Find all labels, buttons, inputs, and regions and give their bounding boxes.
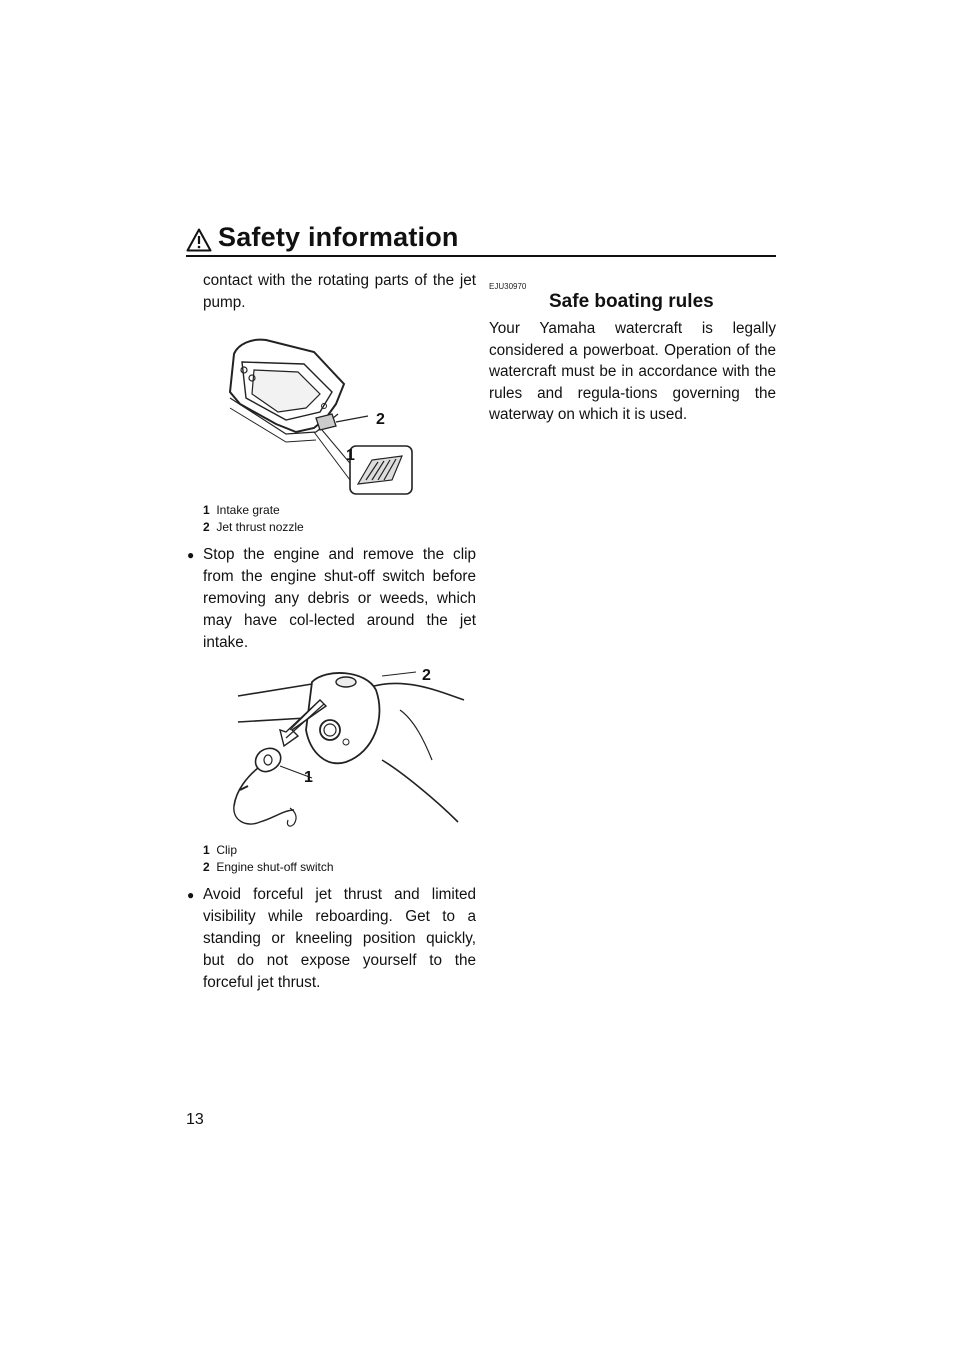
figure-caption (203, 502, 476, 536)
caption-row (203, 842, 476, 859)
caption-number: 1 (203, 843, 210, 857)
figure-engine-shutoff (186, 660, 476, 876)
caption-text: Jet thrust nozzle (216, 520, 304, 534)
caption-text: Clip (216, 843, 238, 857)
section-heading: Safe boating rules (549, 291, 714, 312)
bullet-dot-icon: ● (187, 548, 195, 562)
caption-number: 2 (203, 860, 210, 874)
bullet-dot-icon: ● (187, 888, 195, 902)
callout-1: 1 (304, 769, 313, 786)
right-column (489, 270, 776, 426)
callout-2: 2 (422, 667, 431, 684)
page-number: 13 (186, 1111, 204, 1128)
left-column (186, 270, 476, 994)
engine-shutoff-illustration (186, 660, 476, 842)
bullet-item (186, 884, 476, 994)
caption-number: 1 (203, 503, 210, 517)
page-title: Safety information (218, 222, 459, 252)
figure-caption (203, 842, 476, 876)
caption-row (203, 519, 476, 536)
figure-intake-grate (186, 322, 476, 536)
section-body: Your Yamaha watercraft is legally considered a powerboat. Operation of the watercraft must be in accordance with the rules and regula-tions governing the waterway on which it is used. (489, 320, 776, 424)
header-divider (186, 255, 776, 257)
intake-grate-illustration (186, 322, 476, 502)
bullet-text: Avoid forceful jet thrust and limited visibility while reboarding. Get to a standing or kneeling position quickly, but do not expose yourself to the forceful jet thrust. (203, 886, 476, 991)
callout-2: 2 (376, 411, 385, 428)
caption-text: Engine shut-off switch (216, 860, 334, 874)
bullet-text: Stop the engine and remove the clip from the engine shut-off switch before removing any debris or weeds, which may have col-lected around the jet intake. (203, 546, 476, 651)
page-header (186, 222, 776, 256)
callout-1: 1 (346, 447, 355, 464)
continuation-text: contact with the rotating parts of the jet pump. (203, 272, 476, 311)
caption-row (203, 502, 476, 519)
warning-triangle-icon (186, 228, 212, 252)
bullet-item (186, 544, 476, 654)
caption-number: 2 (203, 520, 210, 534)
caption-text: Intake grate (216, 503, 280, 517)
caption-row (203, 859, 476, 876)
section-code: EJU30970 (489, 282, 527, 291)
